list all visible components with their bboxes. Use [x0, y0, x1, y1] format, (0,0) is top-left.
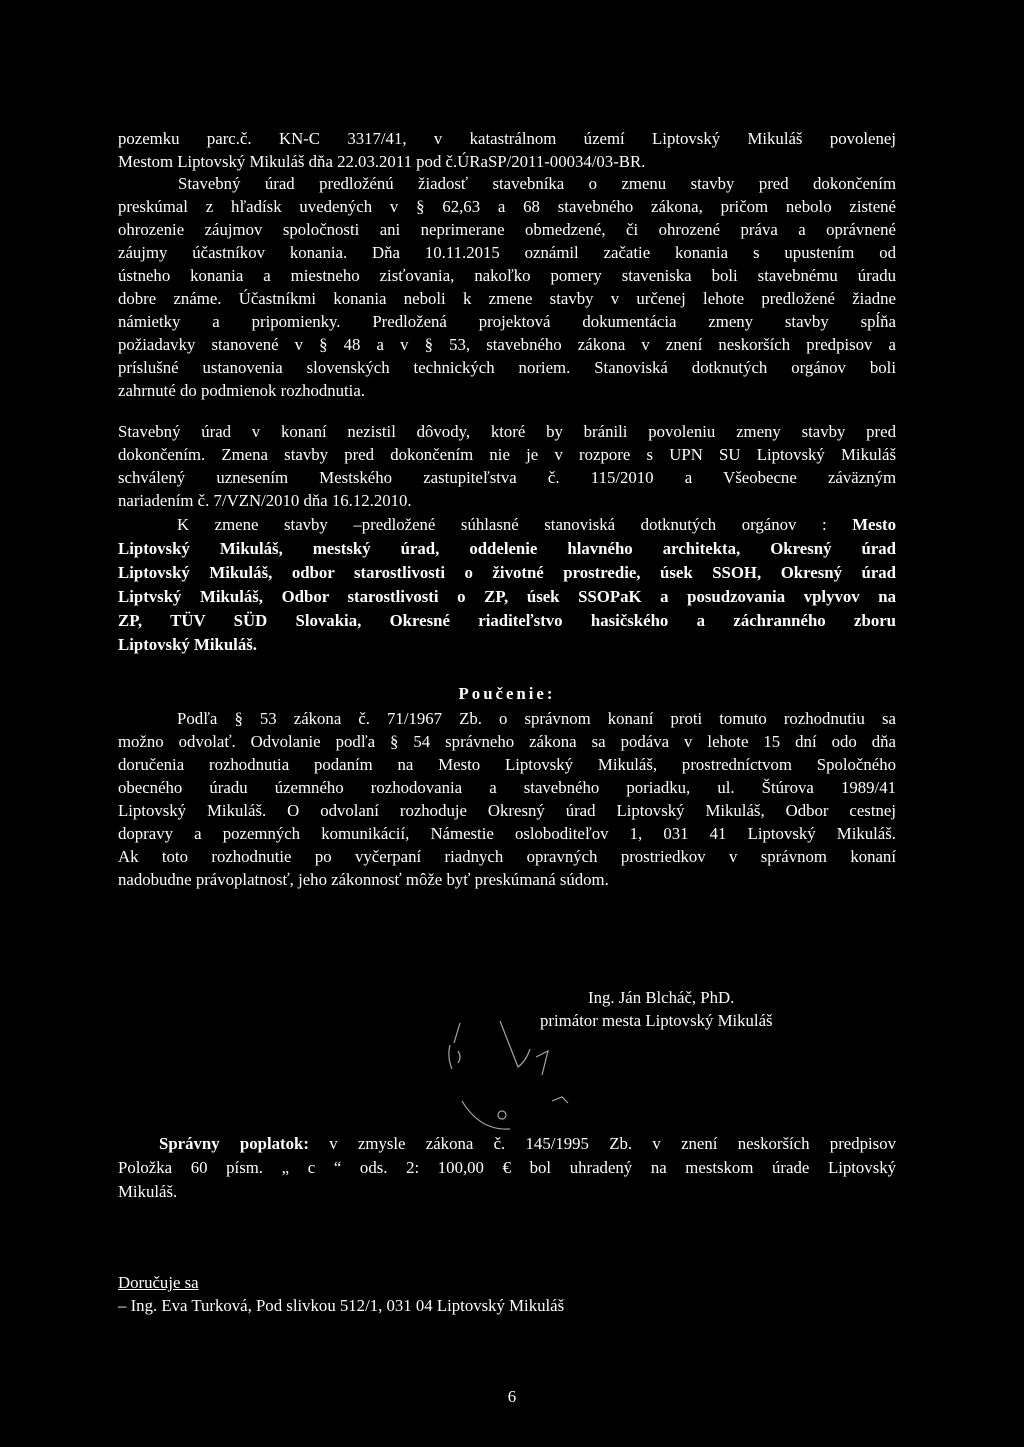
text-line: záujmy účastníkov konania. Dňa 10.11.2015 oznámil začatie konania s upustením od: [118, 243, 896, 262]
text-line: doručenia rozhodnutia podaním na Mesto Liptovský Mikuláš, prostredníctvom Spoločného: [118, 755, 896, 774]
text-line: preskúmal z hľadísk uvedených v § 62,63 a 68 stavebného zákona, pričom nebolo zistené: [118, 197, 896, 216]
text-line: Liptovský Mikuláš, mestský úrad, oddelenie hlavného architekta, Okresný úrad: [118, 539, 896, 558]
text-line: Liptvský Mikuláš, Odbor starostlivosti o ZP, úsek SSOPaK a posudzovania vplyvov na: [118, 587, 896, 606]
fee-line: [159, 1133, 896, 1155]
text-line: zahrnuté do podmienok rozhodnutia.: [118, 381, 365, 400]
stamp-signature-mark: [440, 1015, 610, 1130]
text-line: Liptovský Mikuláš. O odvolaní rozhoduje Okresný úrad Liptovský Mikuláš, Odbor cestnej: [118, 801, 896, 820]
text-line: ústneho konania a miestneho zisťovania, nakoľko pomery staveniska boli stavebnému úradu: [118, 266, 896, 285]
text-line: ohrozenie záujmov spoločnosti ani neprimerane obmedzené, či ohrozené práva a oprávnené: [118, 220, 896, 239]
text-line: Mikuláš.: [118, 1182, 178, 1201]
text-line: Podľa § 53 zákona č. 71/1967 Zb. o správnom konaní proti tomuto rozhodnutiu sa: [177, 709, 896, 728]
text-line: obecného úradu územného rozhodovania a stavebného poriadku, ul. Štúrova 1989/41: [118, 778, 896, 797]
page-number: 6: [507, 1387, 517, 1406]
text-line: Mestom Liptovský Mikuláš dňa 22.03.2011 pod č.ÚRaSP/2011-00034/03-BR.: [118, 152, 646, 171]
fee-label: Správny poplatok:: [159, 1134, 309, 1153]
text-line: príslušné ustanovenia slovenských technických noriem. Stanoviská dotknutých orgánov boli: [118, 358, 896, 377]
text-line: Stavebný úrad predložénú žiadosť stavebníka o zmenu stavby pred dokončením: [178, 174, 896, 193]
poucenie-heading: Poučenie:: [458, 684, 556, 703]
text-line: schválený uznesením Mestského zastupiteľstva č. 115/2010 a Všeobecne záväzným: [118, 468, 896, 487]
fee-text: v zmysle zákona č. 145/1995 Zb. v znení neskorších predpisov: [308, 1134, 896, 1153]
text-line: nadobudne právoplatnosť, jeho zákonnosť môže byť preskúmaná súdom.: [118, 870, 609, 889]
text-line: [177, 514, 896, 536]
text-line: Liptovský Mikuláš.: [118, 635, 257, 654]
text-line: dobre známe. Účastníkmi konania neboli k zmene stavby v určenej lehote predložené žiadne: [118, 289, 896, 308]
text-line: pozemku parc.č. KN-C 3317/41, v katastrálnom území Liptovský Mikuláš povolenej: [118, 129, 896, 148]
text-line: dopravy a pozemných komunikácií, Námestie osloboditeľov 1, 031 41 Liptovský Mikuláš.: [118, 824, 896, 843]
text-line: možno odvolať. Odvolanie podľa § 54 správneho zákona sa podáva v lehote 15 dní odo dňa: [118, 732, 896, 751]
signatory-name: Ing. Ján Blcháč, PhD.: [588, 988, 735, 1007]
text-line: Liptovský Mikuláš, odbor starostlivosti o životné prostredie, úsek SSOH, Okresný úrad: [118, 563, 896, 582]
agencies-first-word: Mesto: [852, 515, 896, 534]
delivery-heading: Doručuje sa: [118, 1273, 199, 1292]
text-line: Stavebný úrad v konaní nezistil dôvody, ktoré by bránili povoleniu zmeny stavby pred: [118, 422, 896, 441]
agencies-intro: K zmene stavby –predložené súhlasné stanoviská dotknutých orgánov :: [177, 515, 853, 534]
text-line: námietky a pripomienky. Predložená projektová dokumentácia zmeny stavby spĺňa: [118, 312, 896, 331]
text-line: požiadavky stanovené v § 48 a v § 53, stavebného zákona v znení neskorších predpisov a: [118, 335, 896, 354]
text-line: Položka 60 písm. „ c “ ods. 2: 100,00 € bol uhradený na mestskom úrade Liptovský: [118, 1158, 896, 1177]
text-line: nariadením č. 7/VZN/2010 dňa 16.12.2010.: [118, 491, 412, 510]
text-line: ZP, TÜV SÜD Slovakia, Okresné riaditeľstvo hasičského a záchranného zboru: [118, 611, 896, 630]
signatory-title: primátor mesta Liptovský Mikuláš: [540, 1011, 773, 1030]
delivery-item: – Ing. Eva Turková, Pod slivkou 512/1, 031 04 Liptovský Mikuláš: [118, 1296, 565, 1315]
text-line: dokončením. Zmena stavby pred dokončením nie je v rozpore s UPN SU Liptovský Mikuláš: [118, 445, 896, 464]
text-line: Ak toto rozhodnutie po vyčerpaní riadnych opravných prostriedkov v správnom konaní: [118, 847, 896, 866]
